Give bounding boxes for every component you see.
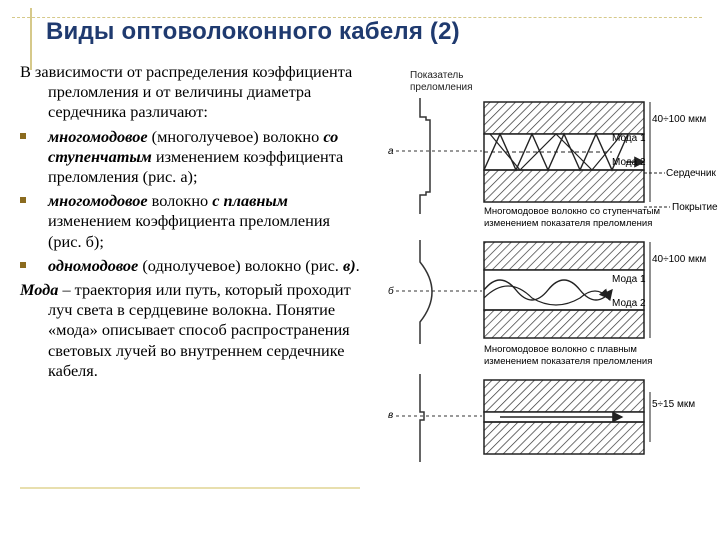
panel-a-marker: а — [388, 146, 394, 157]
caption-a-line1: Многомодовое волокно со ступенчатым — [484, 206, 660, 217]
moda-text: – траектория или путь, который проходит луч света в сердцевине волокна. Понятие «мода» описывает способ распространения световых лучей во внутреннем сердечнике кабеля. — [48, 280, 351, 380]
bullet-single-mode — [20, 256, 365, 276]
cladding-bottom — [484, 310, 644, 338]
single-mode-profile — [420, 374, 424, 462]
slide-title: Виды оптоволоконного кабеля (2) — [46, 18, 460, 45]
panel-c-marker: в — [388, 410, 394, 421]
mode1-label-b: Мода 1 — [612, 274, 646, 285]
bullet-text: изменением коэффициента преломления (рис. б); — [48, 211, 331, 251]
bullet-bold-term: многомодовое — [48, 126, 148, 146]
moda-definition — [20, 280, 365, 381]
bullet-bold-term: с плавным — [212, 191, 288, 211]
bullet-text: (многолучевое) волокно — [147, 126, 324, 146]
cladding-top — [484, 380, 644, 412]
bullet-bold-term: в) — [342, 255, 356, 275]
dim-label-c: 5÷15 мкм — [652, 399, 696, 410]
graded-index-profile — [420, 240, 432, 344]
step-index-profile — [420, 98, 430, 214]
mode2-label-b: Мода 2 — [612, 298, 646, 309]
dim-label-b: 40÷100 мкм — [652, 254, 707, 265]
bullet-text: . — [355, 255, 360, 275]
intro-paragraph: В зависимости от распределения коэффициента преломления и от величины диаметра сердечника различают: — [20, 62, 353, 122]
bullet-text: (однолучевое) волокно (рис. — [138, 255, 343, 275]
left-decor-line — [30, 8, 32, 70]
mode2-label-a: Мода 2 — [612, 157, 646, 168]
mode1-label-a: Мода 1 — [612, 133, 646, 144]
index-label-line1: Показатель — [410, 70, 464, 81]
moda-term: Мода — [20, 280, 59, 300]
panel-b-marker: б — [388, 286, 394, 297]
bullet-step-index — [20, 127, 365, 188]
cover-label: Покрытие — [672, 202, 718, 213]
dim-label-a: 40÷100 мкм — [652, 114, 707, 125]
caption-b-line1: Многомодовое волокно с плавным — [484, 344, 637, 355]
bullet-square-icon — [20, 133, 26, 139]
slide-body — [20, 62, 365, 381]
cladding-top — [484, 102, 644, 134]
panel-c — [388, 374, 695, 462]
bullet-text: волокно — [147, 191, 213, 211]
panel-b — [388, 240, 706, 367]
fiber-figure — [360, 62, 720, 502]
bullet-bold-term: одномодовое — [48, 255, 139, 275]
bullet-square-icon — [20, 262, 26, 268]
panel-a — [388, 98, 718, 229]
bullet-square-icon — [20, 197, 26, 203]
bullet-bold-term: со ступенчатым — [48, 126, 339, 166]
bullet-bold-term: многомодовое — [48, 191, 148, 211]
bullet-text: изменением коэффициента преломления (рис. а); — [48, 146, 344, 187]
fiber-diagram — [360, 62, 720, 502]
bullet-graded-index — [20, 191, 365, 252]
bottom-decor-line — [20, 487, 360, 489]
index-label-line2: преломления — [410, 82, 473, 93]
caption-a-line2: изменением показателя преломления — [484, 218, 653, 229]
cladding-bottom — [484, 170, 644, 202]
caption-b-line2: изменением показателя преломления — [484, 356, 653, 367]
core-label: Сердечник — [666, 168, 716, 179]
cladding-top — [484, 242, 644, 270]
cladding-bottom — [484, 422, 644, 454]
